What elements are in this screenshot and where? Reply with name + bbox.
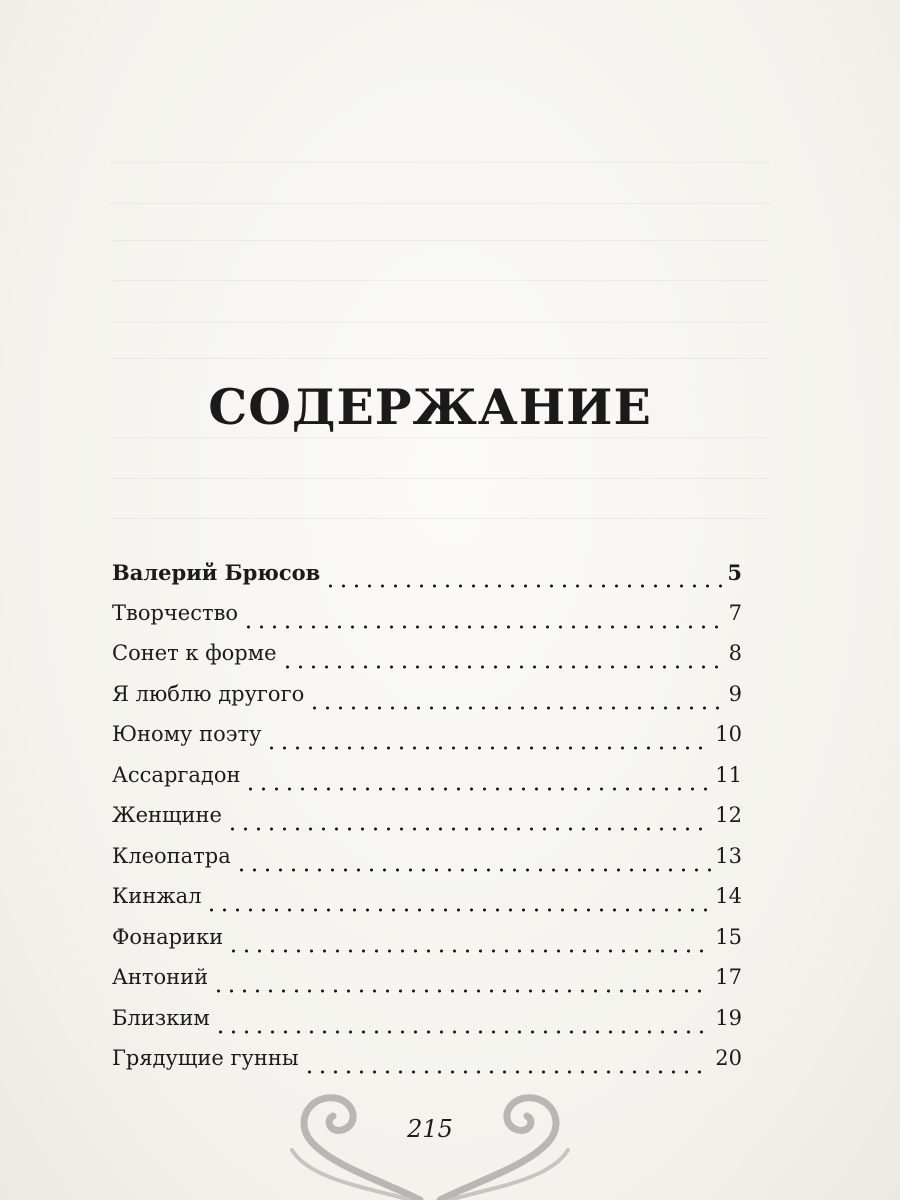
bleed-through-line: [110, 203, 770, 204]
toc-entry-page: 7: [728, 600, 742, 625]
toc-entry-page: 12: [715, 803, 742, 827]
toc-entry-title: Сонет к форме: [112, 641, 277, 665]
bleed-through-line: [110, 280, 770, 281]
toc-entry-title: Женщине: [112, 803, 222, 827]
toc-entry-page: 5: [727, 560, 742, 585]
toc-entry-page: 10: [715, 722, 742, 746]
dot-leader: [227, 948, 711, 954]
toc-entry-page: 14: [715, 884, 742, 908]
bleed-through-line: [110, 437, 770, 438]
page-title: СОДЕРЖАНИЕ: [208, 378, 652, 436]
toc-entry-page: 20: [715, 1046, 742, 1070]
dot-leader: [235, 867, 712, 873]
bleed-through-line: [110, 518, 770, 519]
toc-entry-title: Грядущие гунны: [112, 1046, 299, 1070]
toc-entry-page: 17: [715, 965, 742, 989]
toc-entry-author: [112, 560, 742, 601]
toc-entry: [112, 763, 742, 804]
dot-leader: [212, 988, 711, 994]
toc-entry-title: Творчество: [112, 600, 239, 625]
dot-leader: [205, 907, 711, 913]
toc-entry: [112, 722, 742, 763]
toc-entry-page: 13: [715, 843, 742, 868]
toc-entry-title: Валерий Брюсов: [112, 560, 321, 585]
toc-entry: [112, 925, 742, 966]
page-number: 215: [407, 1115, 453, 1143]
toc-entry: [112, 682, 742, 723]
dot-leader: [308, 705, 724, 711]
toc-entry-title: Клеопатра: [112, 843, 231, 868]
toc-entry-title: Ассаргадон: [112, 762, 241, 787]
toc-entry-title: Близким: [112, 1005, 210, 1030]
toc-entry-title: Антоний: [112, 965, 209, 989]
toc-entry-page: 11: [715, 762, 742, 787]
dot-leader: [226, 826, 711, 832]
toc-entry-page: 9: [728, 681, 742, 706]
table-of-contents: [112, 560, 742, 1087]
dot-leader: [242, 624, 725, 630]
toc-entry: [112, 1006, 742, 1047]
bleed-through-line: [110, 478, 770, 479]
bleed-through-line: [110, 358, 770, 359]
dot-leader: [281, 664, 725, 670]
toc-entry: [112, 601, 742, 642]
bleed-through-line: [110, 162, 770, 163]
toc-entry-title: Юному поэту: [112, 722, 262, 746]
dot-leader: [214, 1029, 712, 1035]
toc-entry: [112, 641, 742, 682]
bleed-through-line: [110, 240, 770, 241]
toc-entry-title: Я люблю другого: [112, 681, 305, 706]
toc-entry: [112, 803, 742, 844]
toc-entry: [112, 884, 742, 925]
dot-leader: [265, 745, 711, 751]
toc-entry: [112, 844, 742, 885]
toc-entry-page: 19: [715, 1005, 742, 1030]
toc-entry-title: Фонарики: [112, 924, 224, 949]
toc-entry-page: 8: [728, 641, 742, 665]
dot-leader: [324, 583, 723, 589]
toc-entry: [112, 965, 742, 1006]
toc-entry-page: 15: [715, 924, 742, 949]
bleed-through-line: [110, 322, 770, 323]
toc-entry-title: Кинжал: [112, 884, 202, 908]
dot-leader: [244, 786, 711, 792]
